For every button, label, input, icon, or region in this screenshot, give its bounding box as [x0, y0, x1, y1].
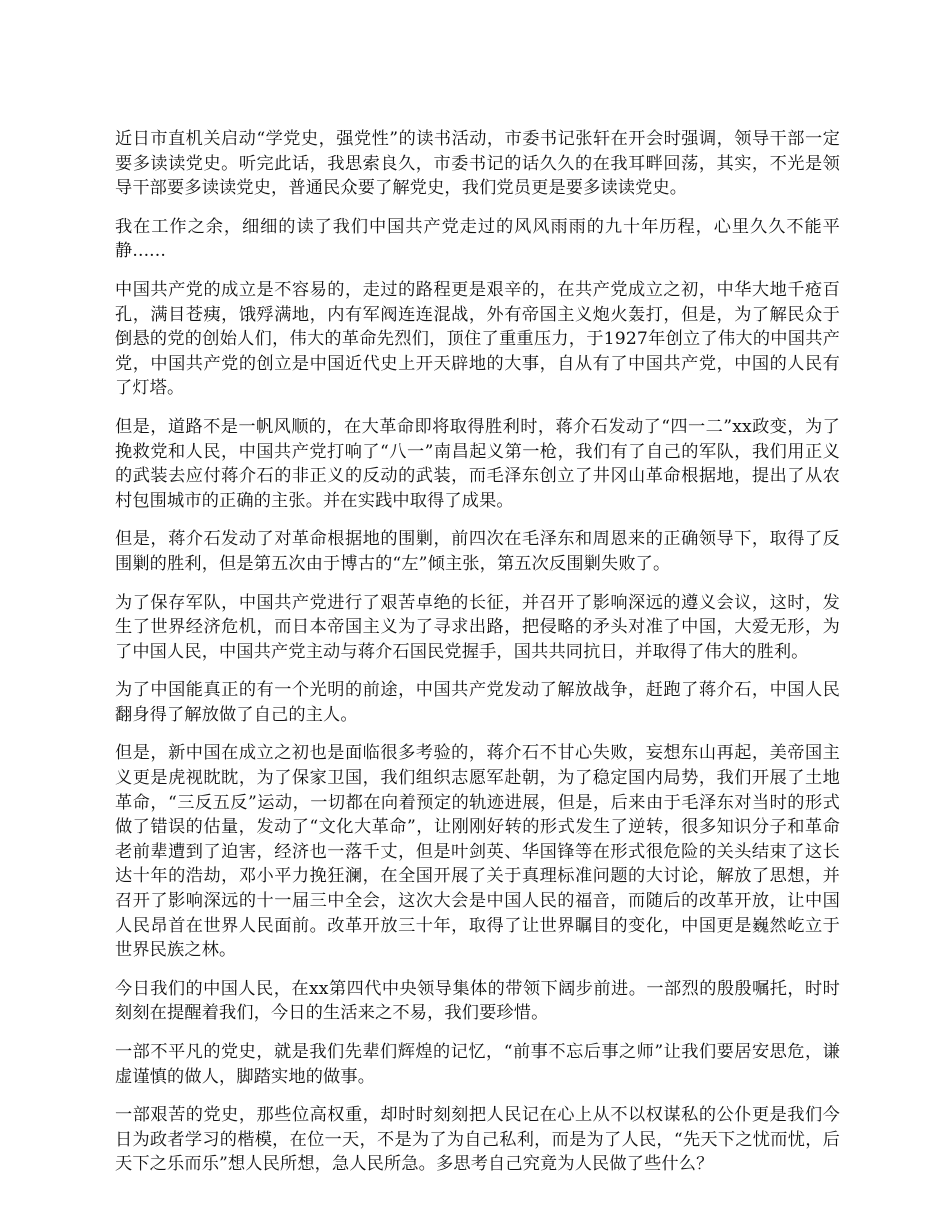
paragraph-2: 我在工作之余，细细的读了我们中国共产党走过的风风雨雨的九十年历程，心里久久不能平静......: [115, 216, 840, 262]
paragraph-9: 今日我们的中国人民，在xx第四代中央领导集体的带领下阔步前进。一部烈的殷殷嘱托，时时刻刻在提醒着我们，今日的生活来之不易，我们要珍惜。: [115, 978, 840, 1024]
paragraph-11: 一部艰苦的党史，那些位高权重，却时时刻刻把人民记在心上从不以权谋私的公仆更是我们今日为政者学习的楷模，在位一天，不是为了为自己私利，而是为了人民，“先天下之忧而忧，后天下之乐而乐”想人民所想，急人民所急。多思考自己究竟为人民做了些什么？: [115, 1105, 840, 1175]
paragraph-6: 为了保存军队，中国共产党进行了艰苦卓绝的长征，并召开了影响深远的遵义会议，这时，发生了世界经济危机，而日本帝国主义为了寻求出路，把侵略的矛头对准了中国，大爱无形，为了中国人民，中国共产党主动与蒋介石国民党握手，国共共同抗日，并取得了伟大的胜利。: [115, 592, 840, 662]
paragraph-10: 一部不平凡的党史，就是我们先辈们辉煌的记忆，“前事不忘后事之师”让我们要居安思危，谦虚谨慎的做人，脚踏实地的做事。: [115, 1042, 840, 1087]
paragraph-7: 为了中国能真正的有一个光明的前途，中国共产党发动了解放战争，赶跑了蒋介石，中国人民翻身得了解放做了自己的主人。: [115, 680, 840, 725]
document-body: [115, 127, 840, 1191]
paragraph-1: 近日市直机关启动“学党史，强党性”的读书活动，市委书记张轩在开会时强调，领导干部一定要多读读党史。听完此话，我思索良久，市委书记的话久久的在我耳畔回荡，其实，不光是领导干部要多读读党史，普通民众要了解党史，我们党员更是要多读读党史。: [115, 129, 840, 199]
paragraph-5: 但是，蒋介石发动了对革命根据地的围剿，前四次在毛泽东和周恩来的正确领导下，取得了反围剿的胜利，但是第五次由于博古的“左”倾主张，第五次反围剿失败了。: [115, 529, 840, 574]
paragraph-4: 但是，道路不是一帆风顺的，在大革命即将取得胜利时，蒋介石发动了“四一二”xx政变，为了挽救党和人民，中国共产党打响了“八一”南昌起义第一枪，我们有了自己的军队，我们用正义的武装去应付蒋介石的非正义的反动的武装，而毛泽东创立了井冈山革命根据地，提出了从农村包围城市的正确的主张。并在实践中取得了成果。: [115, 416, 840, 511]
paragraph-3: 中国共产党的成立是不容易的，走过的路程更是艰辛的，在共产党成立之初，中华大地千疮百孔，满目苍痍，饿殍满地，内有军阀连连混战，外有帝国主义炮火轰打，但是，为了解民众于倒悬的党的创始人们，伟大的革命先烈们，顶住了重重压力，于1927年创立了伟大的中国共产党，中国共产党的创立是中国近代史上开天辟地的大事，自从有了中国共产党，中国的人民有了灯塔。: [115, 279, 840, 399]
paragraph-8: 但是，新中国在成立之初也是面临很多考验的，蒋介石不甘心失败，妄想东山再起，美帝国主义更是虎视眈眈，为了保家卫国，我们组织志愿军赴朝，为了稳定国内局势，我们开展了土地革命，“三反五反”运动，一切都在向着预定的轨迹进展，但是，后来由于毛泽东对当时的形式做了错误的估量，发动了“文化大革命”，让刚刚好转的形式发生了逆转，很多知识分子和革命老前辈遭到了迫害，经济也一落千丈，但是叶剑英、华国锋等在形式很危险的关头结束了这长达十年的浩劫，邓小平力挽狂澜，在全国开展了关于真理标准问题的大讨论，解放了思想，并召开了影响深远的十一届三中全会，这次大会是中国人民的福音，而随后的改革开放，让中国人民昂首在世界人民面前。改革开放三十年，取得了让世界瞩目的变化，中国更是巍然屹立于世界民族之林。: [115, 743, 840, 961]
